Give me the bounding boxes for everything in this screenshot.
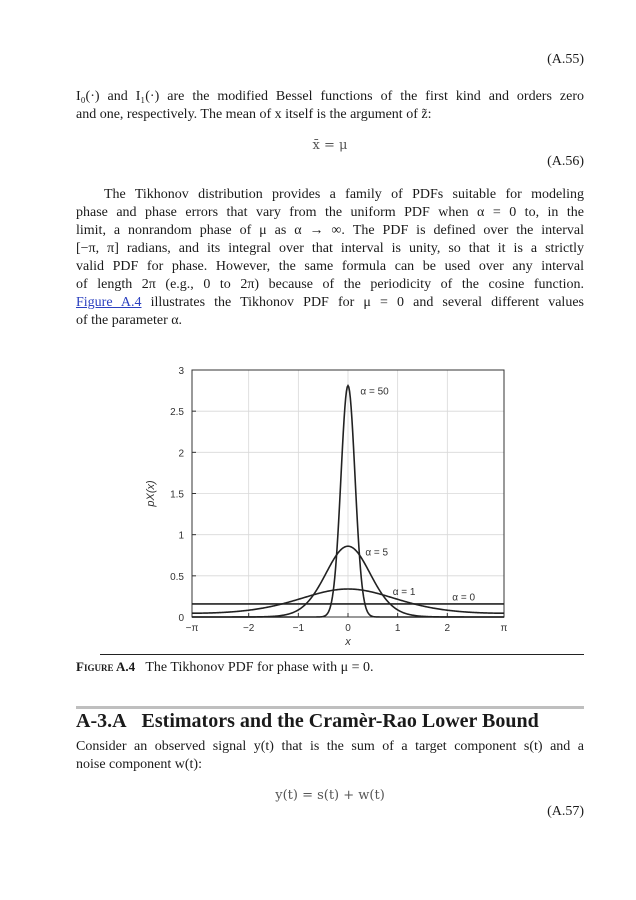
x-tick-label: −2 <box>242 623 255 634</box>
y-tick-label: 2 <box>178 448 184 460</box>
paragraph-line: phase and phase errors that vary from the uniform PDF when α = 0 to, in the <box>76 205 584 220</box>
y-tick-label: 0.5 <box>170 571 184 583</box>
figure-link[interactable]: Figure A.4 <box>76 295 142 310</box>
equation-number-a56: (A.56) <box>547 154 584 169</box>
caption-label: Figure A.4 <box>76 659 136 674</box>
paragraph-line: valid PDF for phase. However, the same formula can be used over any interval <box>76 259 584 274</box>
equation-signal: y(t) = s(t) + w(t) <box>275 788 385 803</box>
x-tick-label: −π <box>185 623 199 634</box>
section-heading <box>76 710 539 733</box>
paragraph-line-rest: illustrates the Tikhonov PDF for μ = 0 and several different values <box>141 295 584 310</box>
equation-mean: x̄ = μ <box>312 138 348 153</box>
y-tick-label: 3 <box>178 366 184 377</box>
equation-number-a55: (A.55) <box>547 52 584 67</box>
y-tick-label: 1.5 <box>170 489 184 501</box>
x-axis-label: x <box>345 636 351 648</box>
figure-caption <box>76 659 374 676</box>
chart-axes <box>145 366 508 648</box>
section-rule <box>76 706 584 709</box>
y-tick-label: 0 <box>178 613 184 624</box>
chart-labels <box>360 387 475 604</box>
paragraph-line: Consider an observed signal y(t) that is the sum of a target component s(t) and a <box>76 739 584 754</box>
x-tick-label: 2 <box>444 623 451 634</box>
x-tick-label: −1 <box>292 623 305 634</box>
x-tick-label: π <box>500 623 508 634</box>
paragraph-line: of the parameter α. <box>76 313 183 328</box>
x-tick-label: 1 <box>394 623 401 634</box>
caption-text: The Tikhonov PDF for phase with μ = 0. <box>145 660 374 675</box>
paragraph-line: of length 2π (e.g., 0 to 2π) because of the periodicity of the cosine function. <box>76 277 584 292</box>
chart-grid <box>192 370 504 617</box>
y-tick-label: 1 <box>178 530 184 542</box>
paragraph-bessel <box>76 88 584 124</box>
equation-number-a57: (A.57) <box>547 804 584 819</box>
tikhonov-pdf-chart <box>76 355 584 655</box>
paragraph-line: The Tikhonov distribution provides a family of PDFs suitable for modeling <box>104 187 584 202</box>
paragraph-line <box>76 294 584 312</box>
series-label: α = 50 <box>360 386 389 398</box>
paragraph-line: I₀(·) and I₁(·) are the modified Bessel functions of the first kind and orders zero <box>76 89 584 104</box>
caption-rule <box>100 654 584 655</box>
y-tick-label: 2.5 <box>170 407 184 419</box>
y-axis-label: pX(x) <box>145 480 157 507</box>
paragraph-signal <box>76 738 584 774</box>
series-label: α = 0 <box>452 592 476 604</box>
x-tick-label: 0 <box>345 623 351 634</box>
paragraph-line: noise component w(t): <box>76 757 202 772</box>
paragraph-line: limit, a nonrandom phase of μ as α → ∞. The PDF is defined over the interval <box>76 223 584 238</box>
section-title: Estimators and the Cramèr-Rao Lower Bound <box>141 710 539 732</box>
series-label: α = 1 <box>392 586 416 598</box>
paragraph-line: and one, respectively. The mean of x itself is the argument of z̃: <box>76 107 432 122</box>
series-label: α = 5 <box>365 547 389 559</box>
paragraph-line: [−π, π] radians, and its integral over that interval is unity, so that it is a strictly <box>76 241 584 256</box>
section-number: A-3.A <box>76 710 127 732</box>
paragraph-tikhonov <box>76 186 584 330</box>
